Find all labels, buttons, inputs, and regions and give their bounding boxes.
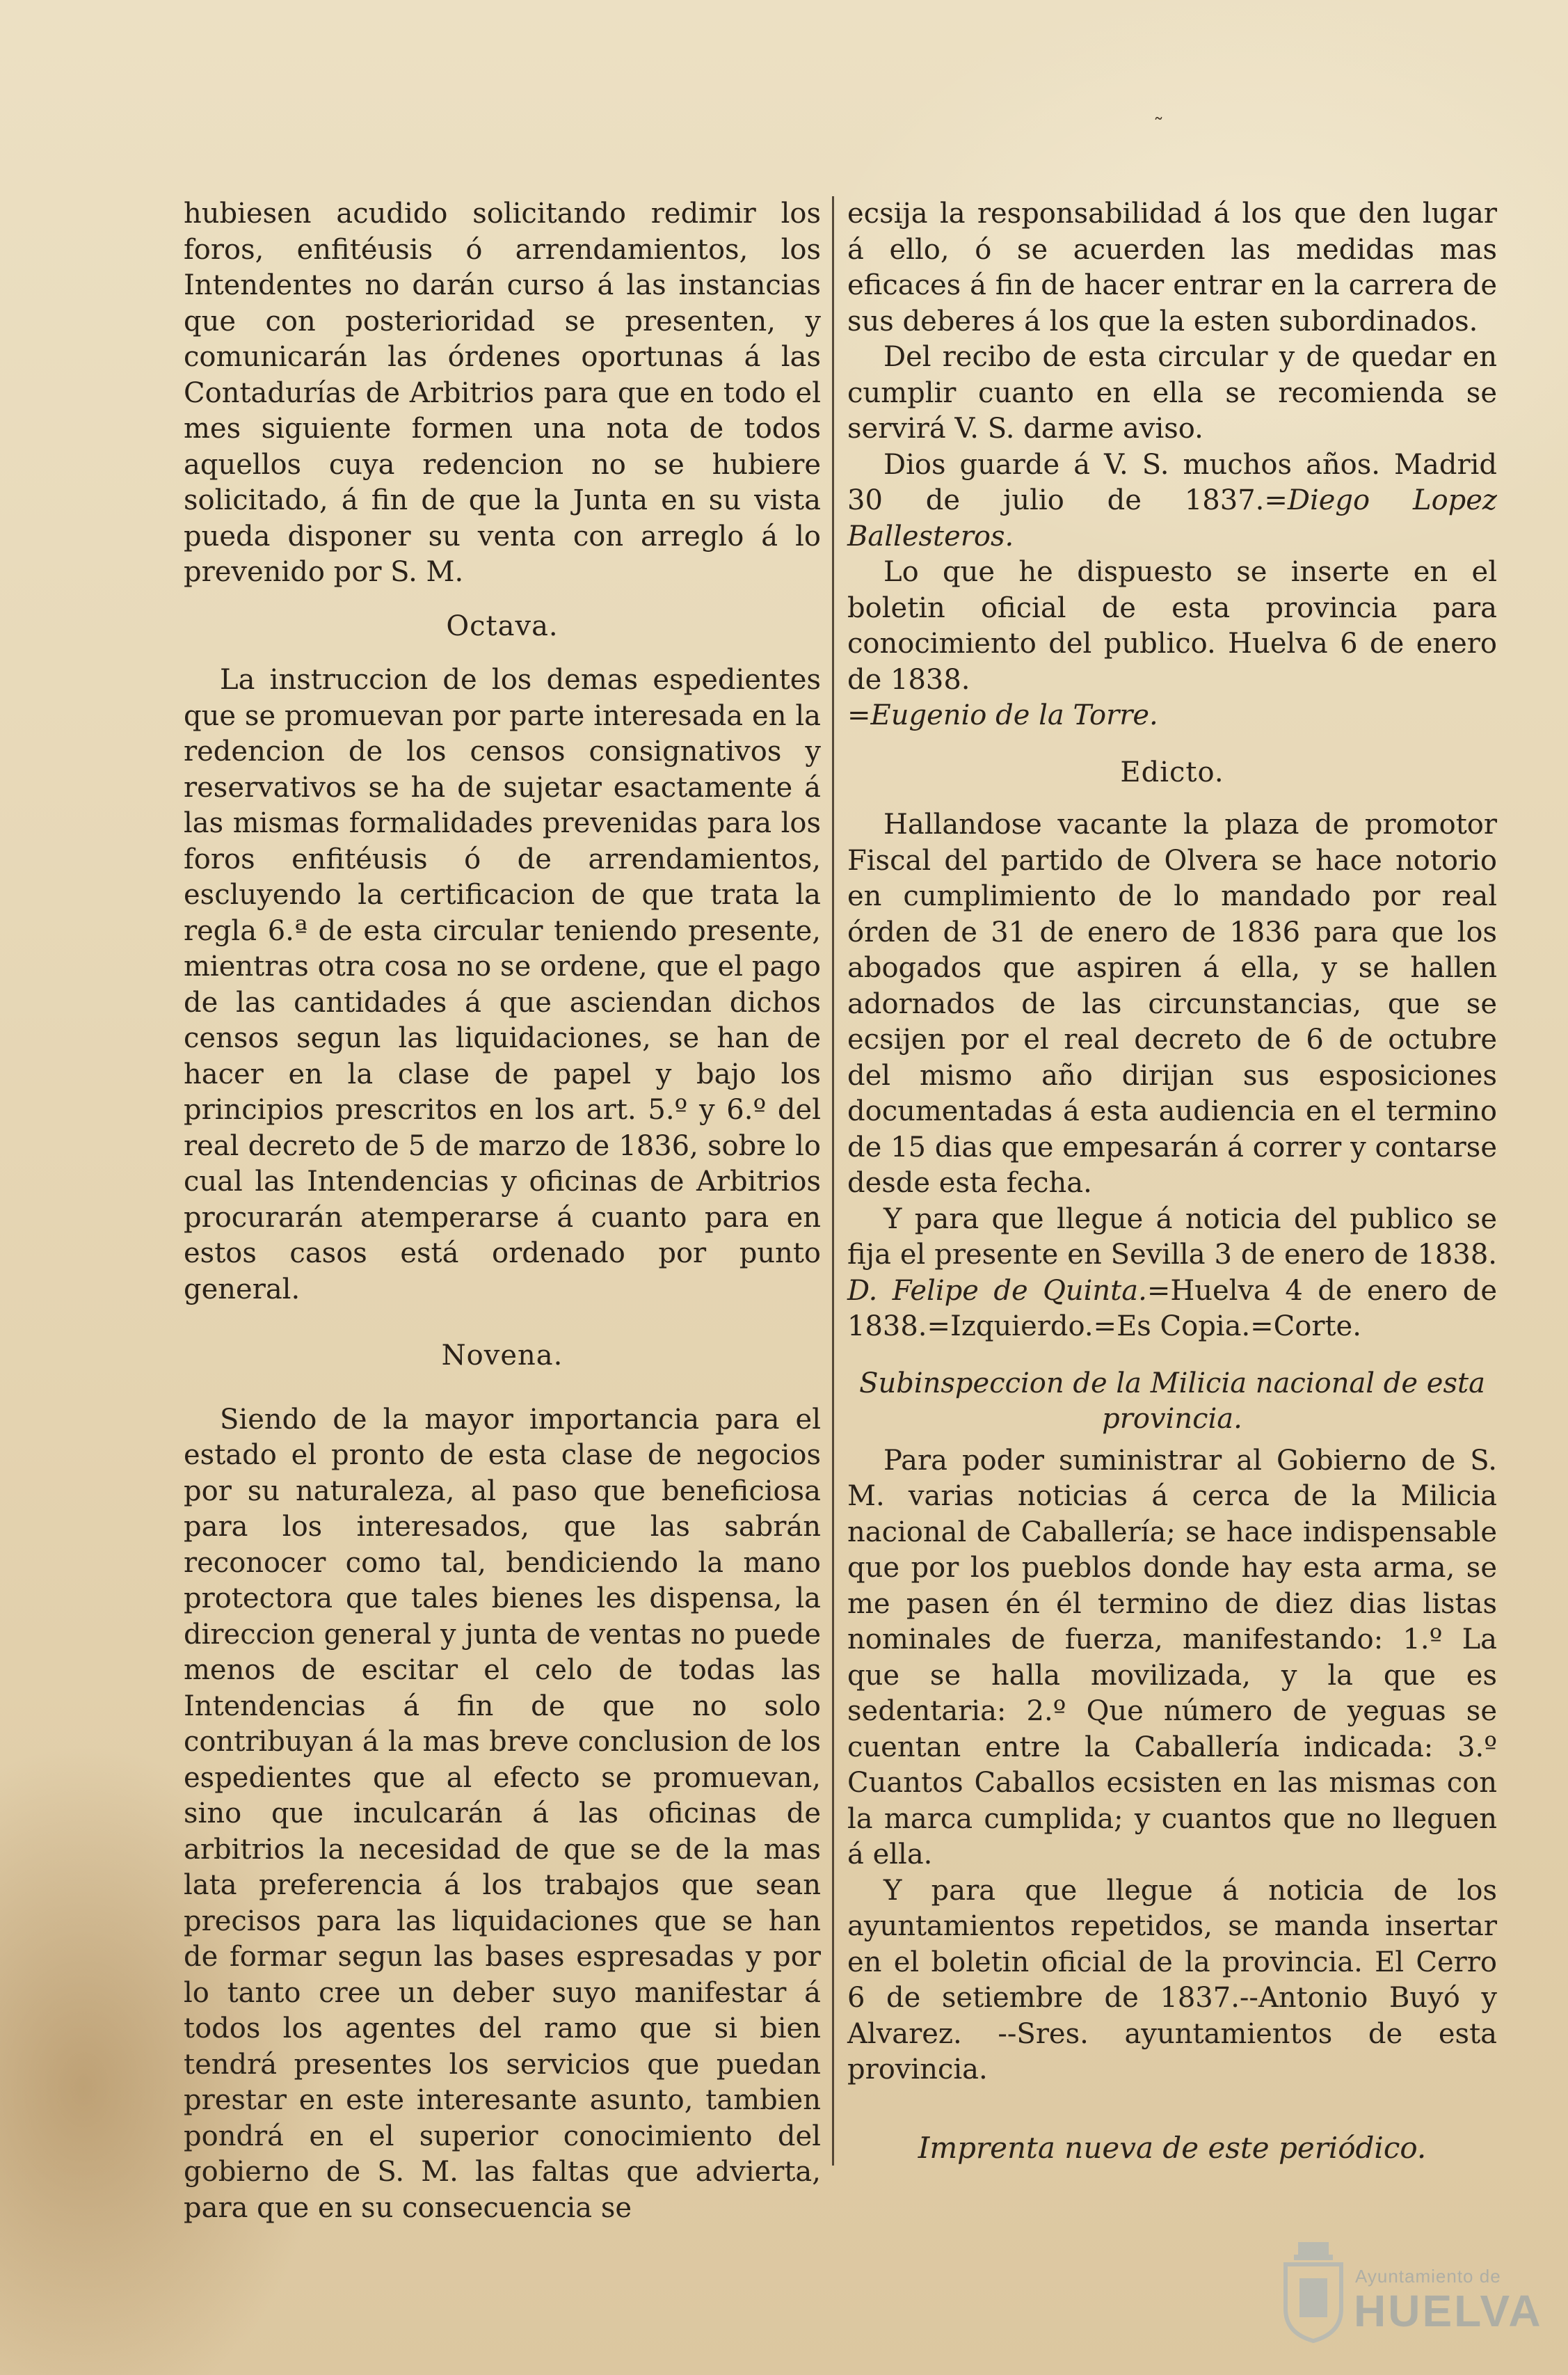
heading-novena: Novena. [441,1340,563,1372]
right-paragraph-1: ecsija la responsabilidad á los que den lugar á ello, ó se acuerden las medidas mas eficaces á fin de hacer entrar en la carrera de sus deberes á los que la esten subordinados. [847,198,1497,337]
watermark-big-text: HUELVA [1354,2286,1543,2336]
column-divider [832,196,834,2166]
right-paragraph-6-text: Y para que llegue á noticia del publico se fija el presente en Sevilla 3 de enero de 1838. [847,1202,1497,1271]
right-paragraph-5: Hallandose vacante la plaza de promotor Fiscal del partido de Olvera se hace notorio en cumplimiento de lo mandado por real órden de 31 de enero de 1836 para que los abogados que aspiren á ella, y se hallen adornados de las circunstancias, que se ecsijen por el real decreto de 6 de octubre del mismo año dirijan sus esposiciones documentadas á esta audiencia en el termino de 15 dias que empesarán á correr y contarse desde esta fecha. [847,809,1497,1199]
left-paragraph-2: La instruccion de los demas espedientes que se promuevan por parte interesada en la redencion de los censos consignativos y reservativos se ha de sujetar esactamente á las mismas formalidades prevenidas para los foros enfitéusis ó de arrendamientos, escluyendo la certificacion de que trata la regla 6.ª de esta circular teniendo presente, mientras otra cosa no se ordene, que el pago de las cantidades á que asciendan dichos censos segun las liquidaciones, se han de hacer en la clase de papel y bajo los principios prescritos en los art. 5.º y 6.º del real decreto de 5 de marzo de 1836, sobre lo cual las Intendencias y oficinas de Arbitrios procurarán atemperarse á cuanto para en estos casos está ordenado por punto general. [184,664,821,1305]
right-paragraph-6 [847,1202,1497,1345]
left-paragraph-1: hubiesen acudido solicitando redimir los foros, enfitéusis ó arrendamientos, los Intendentes no darán curso á las instancias que con posterioridad se presenten, y comunicarán las órdenes oportunas á las Contadurías de Arbitrios para que en todo el mes siguiente formen una nota de todos aquellos cuya redencion no se hubiere solicitado, á fin de que la Junta en su vista pueda disponer su venta con arreglo á lo prevenido por S. M. [184,198,821,588]
left-column [184,196,821,2226]
right-paragraph-8: Y para que llegue á noticia de los ayuntamientos repetidos, se manda insertar en el boletin oficial de la provincia. El Cerro 6 de setiembre de 1837.--Antonio Buyó y Alvarez. --Sres. ayuntamientos de esta provincia. [847,1874,1497,2086]
right-paragraph-3 [847,447,1497,555]
heading-edicto: Edicto. [1120,756,1224,788]
coat-of-arms-icon [1279,2239,1348,2344]
left-paragraph-3: Siendo de la mayor importancia para el estado el pronto de esta clase de negocios por su naturaleza, al paso que beneficiosa para los interesados, que las sabrán reconocer como tal, bendiciendo la mano protectora que tales bienes les dispensa, la direccion general y junta de ventas no puede menos de escitar el celo de todas las Intendencias á fin de que no solo contribuyan á la mas breve conclusion de los espedientes que al efecto se promuevan, sino que inculcarán á las oficinas de arbitrios la necesidad de que se de la mas lata preferencia á los trabajos que sean precisos para las liquidaciones que se han de formar segun las bases espresadas y por lo tanto cree un deber suyo manifestar á todos los agentes del ramo que si bien tendrá presentes los servicios que puedan prestar en este interesante asunto, tambien pondrá en el superior conocimiento del gobierno de S. M. las faltas que advierta, para que en su consecuencia se [184,1403,821,2224]
top-mark: ˜ [1153,114,1164,138]
signature-eugenio-torre: =Eugenio de la Torre. [847,699,1158,731]
imprenta-footer: Imprenta nueva de este periódico. [918,2131,1427,2165]
right-paragraph-2: Del recibo de esta circular y de quedar en cumplir cuanto en ella se recomienda se servirá V. S. darme aviso. [847,341,1497,445]
heading-octava: Octava. [446,610,559,642]
right-paragraph-4-text: Lo que he dispuesto se inserte en el boletin oficial de esta provincia para conocimiento del publico. Huelva 6 de enero de 1838. [847,556,1497,696]
right-column [847,196,1497,2088]
right-paragraph-6-tail: =Huelva 4 de enero de 1838.=Izquierdo.=Es Copia.=Corte. [847,1274,1497,1342]
right-paragraph-3-text: Dios guarde á V. S. muchos años. Madrid 30 de julio de 1837.= [847,448,1497,516]
watermark-small-text: Ayuntamiento de [1355,2266,1501,2287]
right-paragraph-4 [847,555,1497,734]
signature-lopez-ballesteros: Diego Lopez Ballesteros. [847,484,1498,553]
heading-subinspeccion: Subinspeccion de la Milicia nacional de esta provincia. [859,1367,1485,1435]
signature-felipe-quinta: D. Felipe de Quinta. [847,1274,1147,1307]
right-paragraph-7: Para poder suministrar al Gobierno de S. M. varias noticias á cerca de la Milicia nacional de Caballería; se hace indispensable que por los pueblos donde hay esta arma, se me pasen én él termino de diez dias listas nominales de fuerza, manifestando: 1.º La que se halla movilizada, y la que es sedentaria: 2.º Que número de yeguas se cuentan entre la Caballería indicada: 3.º Cuantos Caballos ecsisten en las mismas con la marca cumplida; y cuantos que no lleguen á ella. [847,1444,1497,1870]
huelva-watermark [1279,2239,1543,2344]
